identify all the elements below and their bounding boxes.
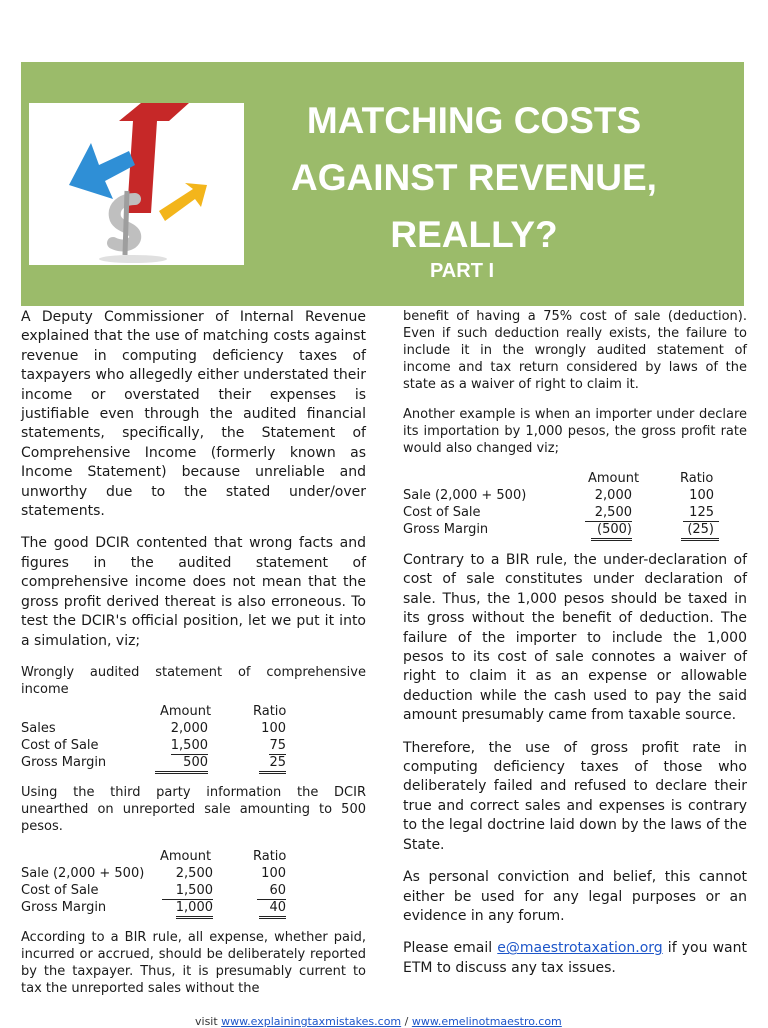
table-header-amount: Amount	[160, 848, 212, 864]
rising-arrows-dollar-icon	[29, 103, 244, 265]
table-under-declared-importation	[403, 470, 747, 538]
paragraph: The good DCIR contented that wrong facts and figures in the audited statement of comprehensive income does not mean that the gross profit derived thereat is also erroneous. To test the DCIR's official position, let we put it into a simulation, viz;	[21, 535, 366, 649]
paragraph: Another example is when an importer under declare its importation by 1,000 pesos, the gross profit rate would also changed viz;	[403, 407, 747, 456]
row-ratio: 40	[259, 899, 286, 919]
table-row	[403, 521, 747, 538]
row-ratio: 100	[689, 488, 714, 503]
table-with-unreported-sale	[21, 848, 366, 916]
table-row	[21, 754, 366, 771]
paragraph: A Deputy Commissioner of Internal Revenue explained that the use of matching costs against revenue in computing deficiency taxes of taxpayers who allegedly either understated their income or overstated their expenses is justifiable even through the audited financial statements, specifically, the Statement of Comprehensive Income (formerly known as Income Statement) because unreliable and unworthy due to the stated under/over statements.	[21, 309, 366, 520]
table-row	[21, 899, 366, 916]
row-ratio: 60	[257, 882, 286, 900]
row-label: Gross Margin	[21, 899, 107, 915]
table-wrongly-audited	[21, 703, 366, 771]
row-amount: 2,500	[175, 865, 213, 881]
table-header-ratio: Ratio	[253, 703, 287, 719]
row-label: Sales	[21, 720, 56, 736]
table-row	[21, 737, 366, 754]
row-ratio: 25	[259, 754, 286, 774]
paragraph: According to a BIR rule, all expense, whether paid, incurred or accrued, should be deliberately reported by the taxpayer. Thus, it is presumably current to tax the unreported sales without the	[21, 929, 366, 996]
table-header-amount: Amount	[160, 703, 212, 719]
row-ratio: 100	[261, 720, 286, 736]
row-label: Cost of Sale	[403, 505, 481, 520]
title-line-3: REALLY?	[390, 214, 558, 255]
table-row	[403, 487, 747, 504]
footer-link-explainingtaxmistakes[interactable]: www.explainingtaxmistakes.com	[221, 1015, 402, 1028]
paragraph: As personal conviction and belief, this cannot either be used for any legal purposes or an evidence in any forum.	[403, 869, 747, 924]
email-link[interactable]: e@maestrotaxation.org	[497, 940, 663, 957]
title-line-2: AGAINST REVENUE,	[291, 157, 657, 198]
left-column	[21, 308, 366, 1010]
row-label: Sale (2,000 + 500)	[21, 865, 145, 881]
footer-text: visit	[195, 1015, 222, 1028]
paragraph: Contrary to a BIR rule, the under-declaration of cost of sale constitutes under declaration of sale. Thus, the 1,000 pesos should be taxed in its gross without the benefit of deduction. The failure of the importer to include the 1,000 pesos to its cost of sale connotes a waiver of right to claim it as an expense or allowable deduction while the cash used to pay the said amount presumably came from taxable source.	[403, 552, 747, 724]
row-amount: 1,000	[176, 899, 213, 919]
page-subtitle: PART I	[429, 260, 495, 282]
right-column	[403, 308, 747, 991]
table-row	[21, 720, 366, 737]
contact-text: if you want ETM to discuss any tax issues.	[403, 940, 747, 976]
table-header-ratio: Ratio	[253, 848, 287, 864]
row-ratio: 75	[269, 737, 286, 753]
row-ratio: (25)	[681, 521, 719, 541]
row-amount: 500	[155, 754, 208, 774]
row-label: Gross Margin	[21, 754, 107, 770]
row-label: Cost of Sale	[21, 882, 99, 898]
row-label: Cost of Sale	[21, 737, 99, 753]
table-row	[21, 882, 366, 899]
row-amount: 2,000	[594, 488, 632, 503]
footer-separator: /	[401, 1015, 412, 1028]
contact-text: Please email	[403, 940, 498, 957]
header-logo	[29, 103, 244, 265]
paragraph: Therefore, the use of gross profit rate in computing deficiency taxes of those who deliberately failed and refused to declare their true and correct sales and expenses is contrary to the legal doctrine laid down by the laws of the State.	[403, 739, 748, 853]
row-label: Sale (2,000 + 500)	[403, 488, 527, 503]
table-row	[403, 504, 747, 521]
table-header-amount: Amount	[588, 471, 640, 486]
row-amount: 2,500	[585, 504, 632, 522]
title-line-1: MATCHING COSTS	[306, 100, 642, 141]
page-title	[263, 92, 685, 263]
paragraph: benefit of having a 75% cost of sale (deduction). Even if such deduction really exists, the failure to include it in the wrongly audited statement of income and tax return considered by laws of the state as a waiver of right to claim it.	[403, 309, 747, 392]
row-amount: (500)	[591, 521, 632, 541]
row-ratio: 100	[261, 865, 286, 881]
paragraph: Wrongly audited statement of comprehensive income	[21, 664, 366, 697]
row-label: Gross Margin	[403, 522, 489, 537]
row-amount: 1,500	[170, 737, 208, 753]
table-header-ratio: Ratio	[680, 471, 714, 486]
footer	[195, 1015, 562, 1028]
row-amount: 2,000	[170, 720, 208, 736]
row-amount: 1,500	[162, 882, 213, 900]
paragraph: Using the third party information the DCIR unearthed on unreported sale amounting to 500 pesos.	[21, 784, 366, 834]
footer-link-emelinotmaestro[interactable]: www.emelinotmaestro.com	[411, 1015, 562, 1028]
row-ratio: 125	[683, 504, 719, 522]
contact-paragraph	[403, 939, 747, 978]
table-row	[21, 865, 366, 882]
